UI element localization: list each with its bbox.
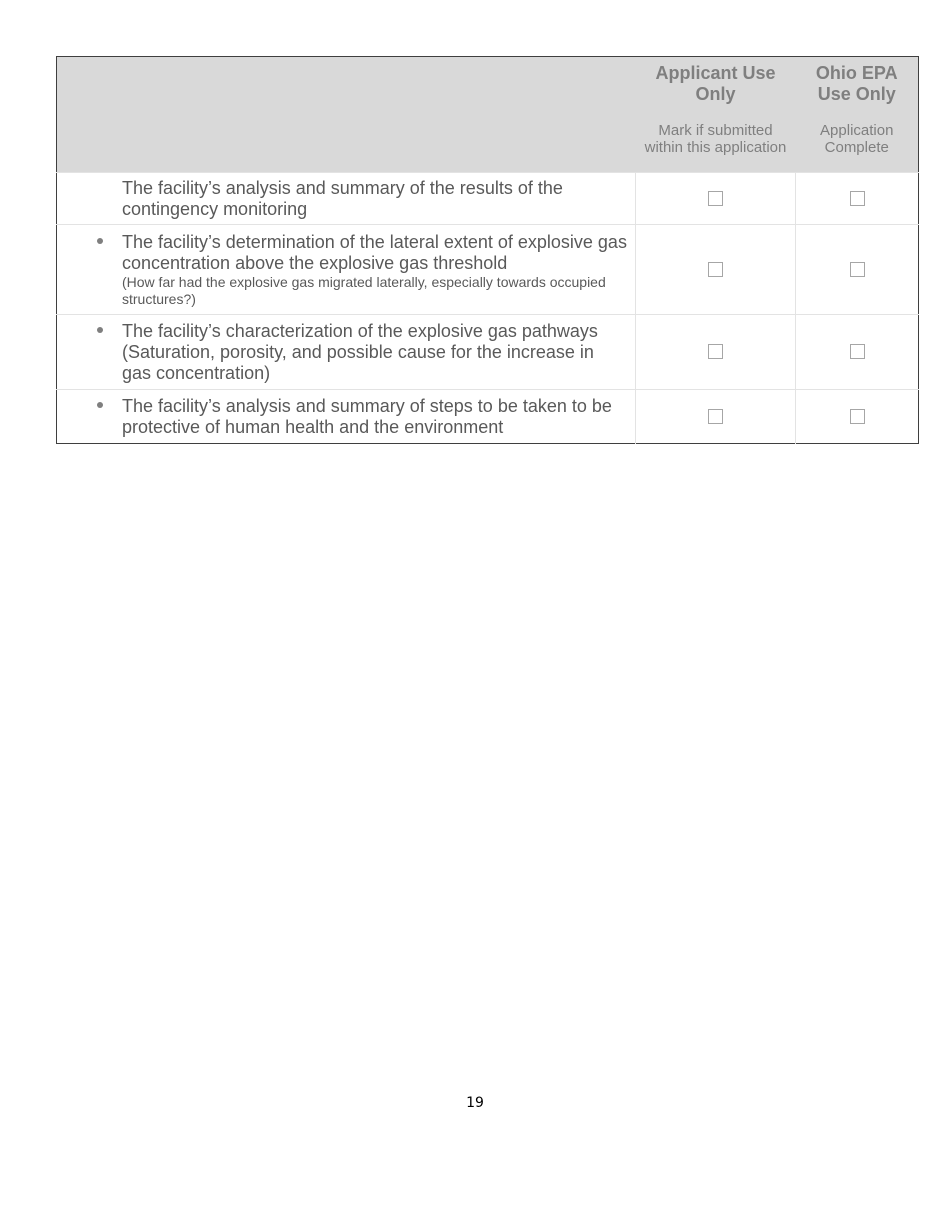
applicant-checkbox[interactable] [708, 344, 723, 359]
table-row [57, 173, 919, 225]
item-cell [57, 390, 636, 444]
item-cell [57, 173, 636, 225]
item-cell [57, 225, 636, 315]
applicant-checkbox[interactable] [708, 191, 723, 206]
item-text: The facility’s analysis and summary of steps to be taken to be protective of human health and the environment [122, 395, 612, 437]
item-note: (How far had the explosive gas migrated laterally, especially towards occupied structures?) [122, 273, 606, 307]
item-text: The facility’s characterization of the explosive gas pathways (Saturation, porosity, and possible cause for the increase in gas concentration) [122, 320, 598, 383]
table-row [57, 390, 919, 444]
applicant-checkbox-cell [636, 173, 796, 225]
header-row [57, 57, 919, 107]
applicant-checkbox-cell [636, 315, 796, 390]
epa-checkbox[interactable] [850, 262, 865, 277]
ohio-epa-use-header: Ohio EPA Use Only [796, 57, 919, 107]
table-row [57, 315, 919, 390]
checklist-table [56, 56, 919, 444]
epa-subheader: Application Complete [796, 107, 919, 173]
epa-checkbox[interactable] [850, 409, 865, 424]
bullet-icon [97, 402, 103, 408]
epa-checkbox[interactable] [850, 191, 865, 206]
bullet-icon [97, 327, 103, 333]
epa-checkbox-cell [796, 390, 919, 444]
bullet-icon [97, 238, 103, 244]
bullet-icon-wrap [57, 321, 122, 342]
applicant-checkbox[interactable] [708, 409, 723, 424]
epa-checkbox-cell [796, 173, 919, 225]
applicant-checkbox-cell [636, 390, 796, 444]
table-row [57, 225, 919, 315]
item-text: The facility’s determination of the lateral extent of explosive gas concentration above the explosive gas threshold [122, 231, 627, 273]
bullet-icon-wrap [57, 232, 122, 253]
header-blank-cell [57, 57, 636, 173]
item-cell [57, 315, 636, 390]
epa-checkbox[interactable] [850, 344, 865, 359]
item-text: The facility’s analysis and summary of the results of the contingency monitoring [122, 177, 563, 219]
applicant-use-header: Applicant Use Only [636, 57, 796, 107]
epa-checkbox-cell [796, 225, 919, 315]
epa-checkbox-cell [796, 315, 919, 390]
page-number: 19 [466, 1095, 484, 1111]
bullet-icon-wrap [57, 396, 122, 417]
applicant-checkbox[interactable] [708, 262, 723, 277]
applicant-subheader: Mark if submitted within this application [636, 107, 796, 173]
applicant-checkbox-cell [636, 225, 796, 315]
